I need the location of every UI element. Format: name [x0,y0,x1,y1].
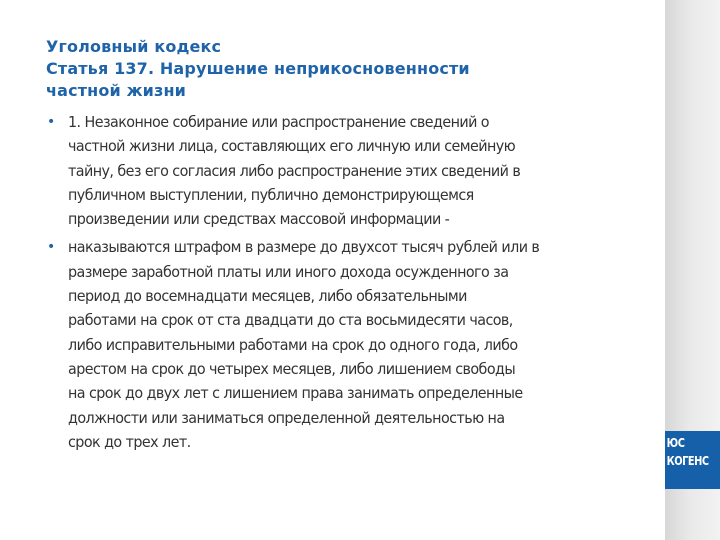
bullet-line: тайну, без его согласия либо распространение этих сведений в [68,161,521,180]
bullet-line: 1. Незаконное собирание или распространение сведений о [68,113,490,131]
bullet-line: работами на срок от ста двадцати до ста восьмидесяти часов, [68,311,513,330]
title-line-code: Уголовный кодекс [46,37,222,56]
jus-cogens-logo [665,431,720,489]
bullet-line: наказываются штрафом в размере до двухсот тысяч рублей или в [68,238,540,257]
title-line-private-life: частной жизни [46,81,187,100]
bullet-line: период до восемнадцати месяцев, либо обязательными [68,287,467,306]
bullet-line: публичном выступлении, публично демонстрирующемся [68,185,474,204]
bullet-line: частной жизни лица, составляющих его личную или семейную [68,137,516,156]
title-line-article: Статья 137. Нарушение неприкосновенности [46,59,470,78]
bullet-line: на срок до двух лет с лишением права занимать определенные [68,384,523,403]
bullet-item-punishment [46,235,646,454]
bullet-line: должности или заниматься определенной деятельностью на [68,408,505,427]
bullet-line: произведении или средствах массовой информации - [68,210,450,229]
bullet-item-offense [46,110,646,231]
bullet-line: арестом на срок до четырех месяцев, либо лишением свободы [68,359,516,378]
logo-line-cogens: КОГЕНС [666,454,709,468]
bullet-line: срок до трех лет. [68,432,191,451]
bullet-list [46,110,646,454]
logo-line-jus: ЮС [666,436,685,450]
bullet-dot-icon: • [47,114,56,130]
bullet-line: либо исправительными работами на срок до одного года, либо [68,335,518,354]
bullet-dot-icon: • [47,239,56,256]
slide-title [46,36,646,102]
bullet-line: размере заработной платы или иного дохода осужденного за [68,262,509,281]
